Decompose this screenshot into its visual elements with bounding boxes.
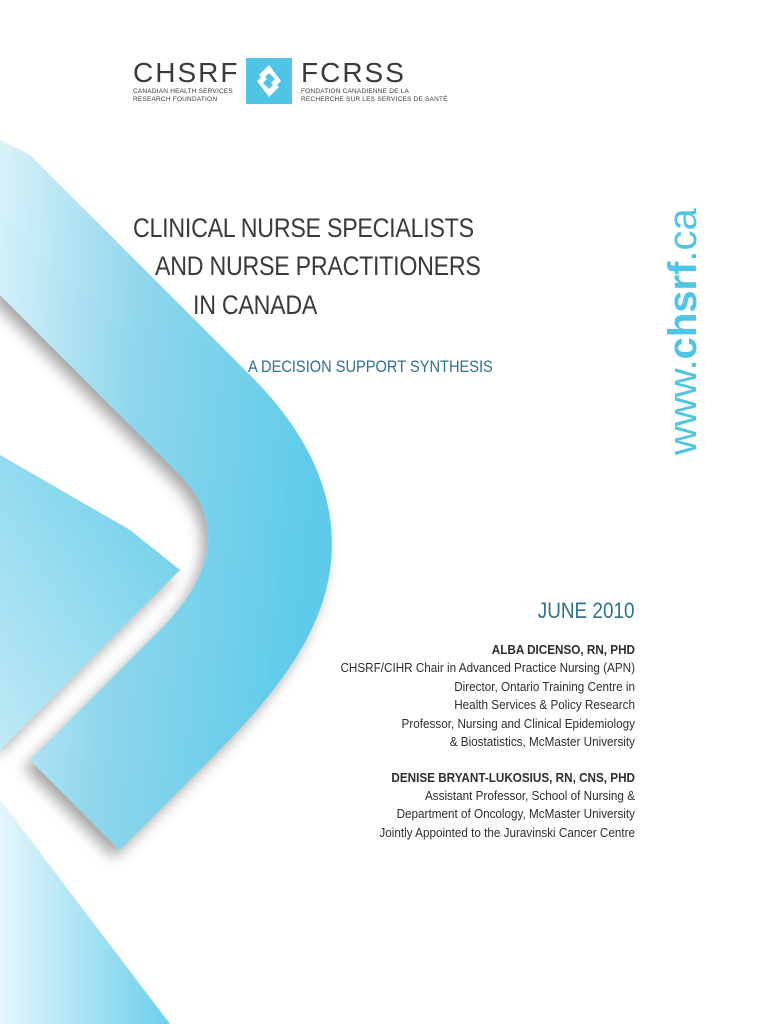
title-line-2: AND NURSE PRACTITIONERS <box>155 251 481 281</box>
logo-fr-acronym: FCRSS <box>301 57 406 88</box>
author-name: ALBA DICENSO, RN, PHD <box>491 642 635 657</box>
url-prefix: www. <box>661 359 705 455</box>
logo-en-acronym: CHSRF <box>133 57 240 88</box>
author-affiliation: Director, Ontario Training Centre in <box>454 678 635 694</box>
author-affiliation: CHSRF/CIHR Chair in Advanced Practice Nursing (APN) <box>340 660 635 675</box>
author-block <box>215 640 635 752</box>
logo-french <box>301 58 448 103</box>
author-affiliation: Assistant Professor, School of Nursing & <box>424 787 635 803</box>
logo-en-line2: RESEARCH FOUNDATION <box>133 95 218 103</box>
logo-fr-line2: RECHERCHE SUR LES SERVICES DE SANTÉ <box>301 95 448 103</box>
logo <box>133 58 453 110</box>
author-affiliation: Professor, Nursing and Clinical Epidemiology <box>401 715 635 731</box>
logo-fr-line1: FONDATION CANADIENNE DE LA <box>301 88 410 95</box>
url-domain: chsrf <box>661 261 705 360</box>
publication-date: JUNE 2010 <box>538 598 635 623</box>
title-line-1: CLINICAL NURSE SPECIALISTS <box>133 213 474 243</box>
author-affiliation: & Biostatistics, McMaster University <box>449 734 635 749</box>
author-affiliation: Department of Oncology, McMaster University <box>396 806 635 821</box>
logo-mark-icon <box>246 58 292 104</box>
logo-english <box>133 58 239 103</box>
authors <box>215 640 635 858</box>
author-affiliation: Jointly Appointed to the Juravinski Cancer Centre <box>379 824 635 840</box>
logo-en-line1: CANADIAN HEALTH SERVICES <box>133 88 233 95</box>
deco-band-bottom <box>0 800 170 1024</box>
url-suffix: .ca <box>661 208 705 262</box>
author-block <box>215 768 635 843</box>
title-line-3: IN CANADA <box>193 290 318 320</box>
author-affiliation: Health Services & Policy Research <box>454 697 635 712</box>
author-name: DENISE BRYANT-LUKOSIUS, RN, CNS, PHD <box>391 769 635 785</box>
website-url <box>655 195 711 455</box>
subtitle: A DECISION SUPPORT SYNTHESIS <box>248 357 493 376</box>
